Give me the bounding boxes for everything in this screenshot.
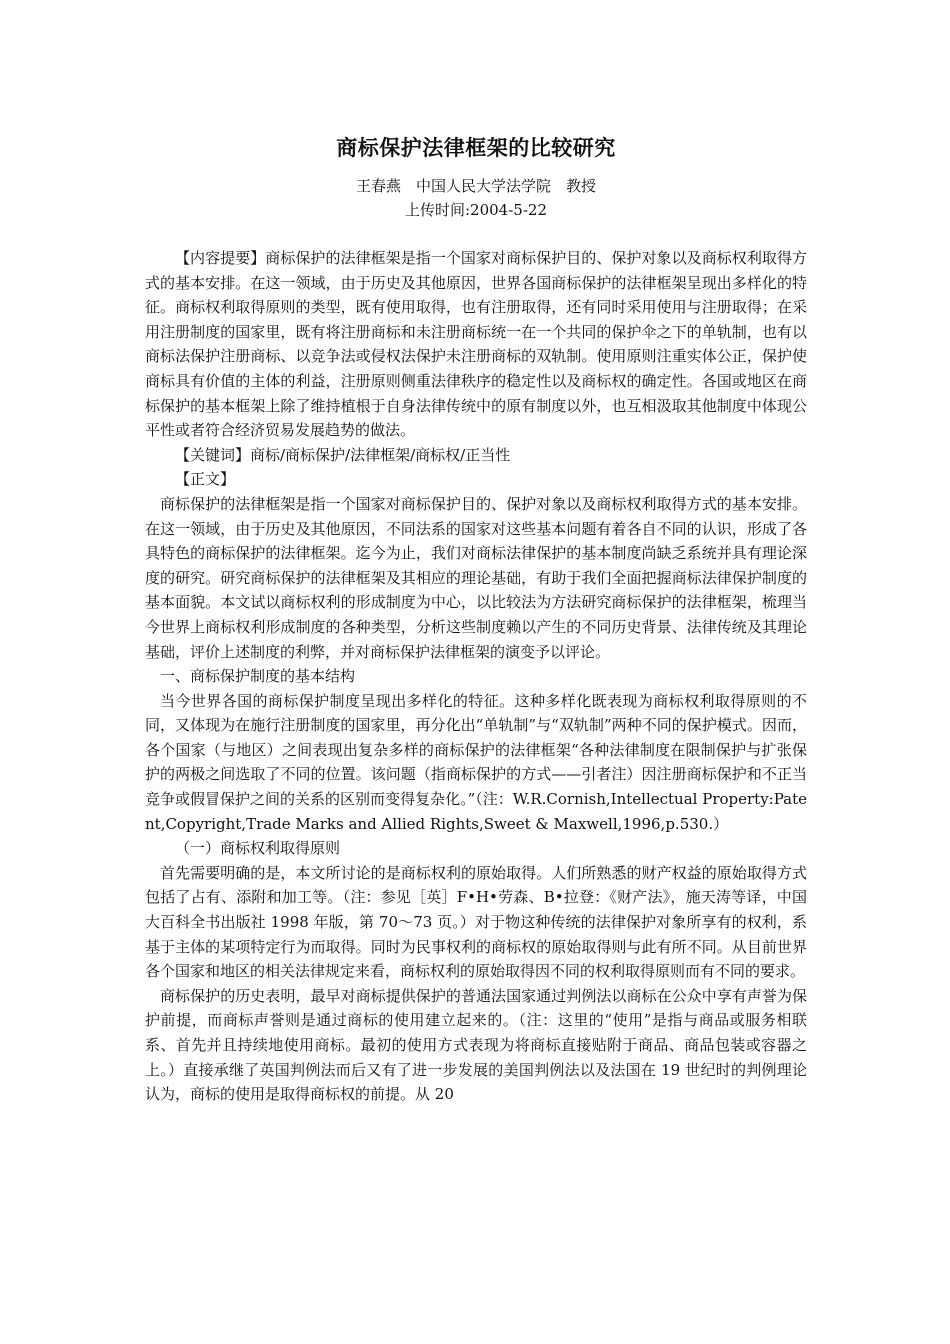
page-title: 商标保护法律框架的比较研究 [336, 135, 616, 160]
body-paragraph-sub1-b: 商标保护的历史表明，最早对商标提供保护的普通法国家通过判例法以商标在公众中享有声誉为保护前提，而商标声誉则是通过商标的使用建立起来的。（注：这里的“使用”是指与商品或服务相联系、首先并且持续地使用商标。最初的使用方式表现为将商标直接贴附于商品、商品包装或容器之上。）直接承继了英国判例法而后又有了进一步发展的美国判例法以及法国在 19 世纪时的判例理论认为，商标的使用是取得商标权的前提。从 20 [145, 986, 807, 1104]
keywords-line: 【关键词】商标/商标保护/法律框架/商标权/正当性 [175, 445, 511, 464]
subsection-heading-1: （一）商标权利取得原则 [175, 839, 341, 858]
upload-date: 上传时间:2004-5-22 [405, 201, 547, 219]
document-page [145, 132, 807, 1107]
author-byline: 王春燕 中国人民大学法学院 教授 [355, 177, 596, 195]
body-paragraph-sub1-a: 首先需要明确的是，本文所讨论的是商标权利的原始取得。人们所熟悉的财产权益的原始取得方式包括了占有、添附和加工等。（注：参见［英］F•H•劳森、B•拉登：《财产法》，施天涛等译，中国大百科全书出版社 1998 年版，第 70～73 页。）对于物这种传统的法律保护对象所享有的权利，系基于主体的某项特定行为而取得。同时为民事权利的商标权的原始取得则与此有所不同。从目前世界各个国家和地区的相关法律规定来看，商标权利的原始取得因不同的权利取得原则而有不同的要求。 [145, 863, 807, 981]
section-heading-1: 一、商标保护制度的基本结构 [160, 667, 356, 686]
body-paragraph-intro: 商标保护的法律框架是指一个国家对商标保护目的、保护对象以及商标权利取得方式的基本安排。在这一领域，由于历史及其他原因，不同法系的国家对这些基本问题有着各自不同的认识，形成了各具特色的商标保护的法律框架。迄今为止，我们对商标法律保护的基本制度尚缺乏系统并具有理论深度的研究。研究商标保护的法律框架及其相应的理论基础，有助于我们全面把握商标法律保护制度的基本面貌。本文试以商标权利的形成制度为中心，以比较法为方法研究商标保护的法律框架，梳理当今世界上商标权利形成制度的各种类型，分析这些制度赖以产生的不同历史背景、法律传统及其理论基础，评价上述制度的利弊，并对商标保护法律框架的演变予以评论。 [145, 494, 807, 661]
abstract-paragraph: 【内容提要】商标保护的法律框架是指一个国家对商标保护目的、保护对象以及商标权利取得方式的基本安排。在这一领域，由于历史及其他原因，世界各国商标保护的法律框架呈现出多样化的特征。商标权利取得原则的类型，既有使用取得，也有注册取得，还有同时采用使用与注册取得；在采用注册制度的国家里，既有将注册商标和未注册商标统一在一个共同的保护伞之下的单轨制，也有以商标法保护注册商标、以竞争法或侵权法保护未注册商标的双轨制。使用原则注重实体公正，保护使商标具有价值的主体的利益，注册原则侧重法律秩序的稳定性以及商标权的确定性。各国或地区在商标保护的基本框架上除了维持植根于自身法律传统中的原有制度以外，也互相汲取其他制度中体现公平性或者符合经济贸易发展趋势的做法。 [145, 249, 807, 440]
body-label: 【正文】 [175, 470, 236, 489]
body-paragraph-section1: 当今世界各国的商标保护制度呈现出多样化的特征。这种多样化既表现为商标权利取得原则的不同，又体现为在施行注册制度的国家里，再分化出“单轨制”与“双轨制”两种不同的保护模式。因而，各个国家（与地区）之间表现出复杂多样的商标保护的法律框架“各种法律制度在限制保护与扩张保护的两极之间选取了不同的位置。该问题（指商标保护的方式——引者注）因注册商标保护和不正当竞争或假冒保护之间的关系的区别而变得复杂化。”（注：W.R.Cornish,Intellectual Property:Patent,Copyright,Trade Marks and Allied Rights,Sweet & Maxwell,1996,p.530.） [145, 691, 807, 833]
